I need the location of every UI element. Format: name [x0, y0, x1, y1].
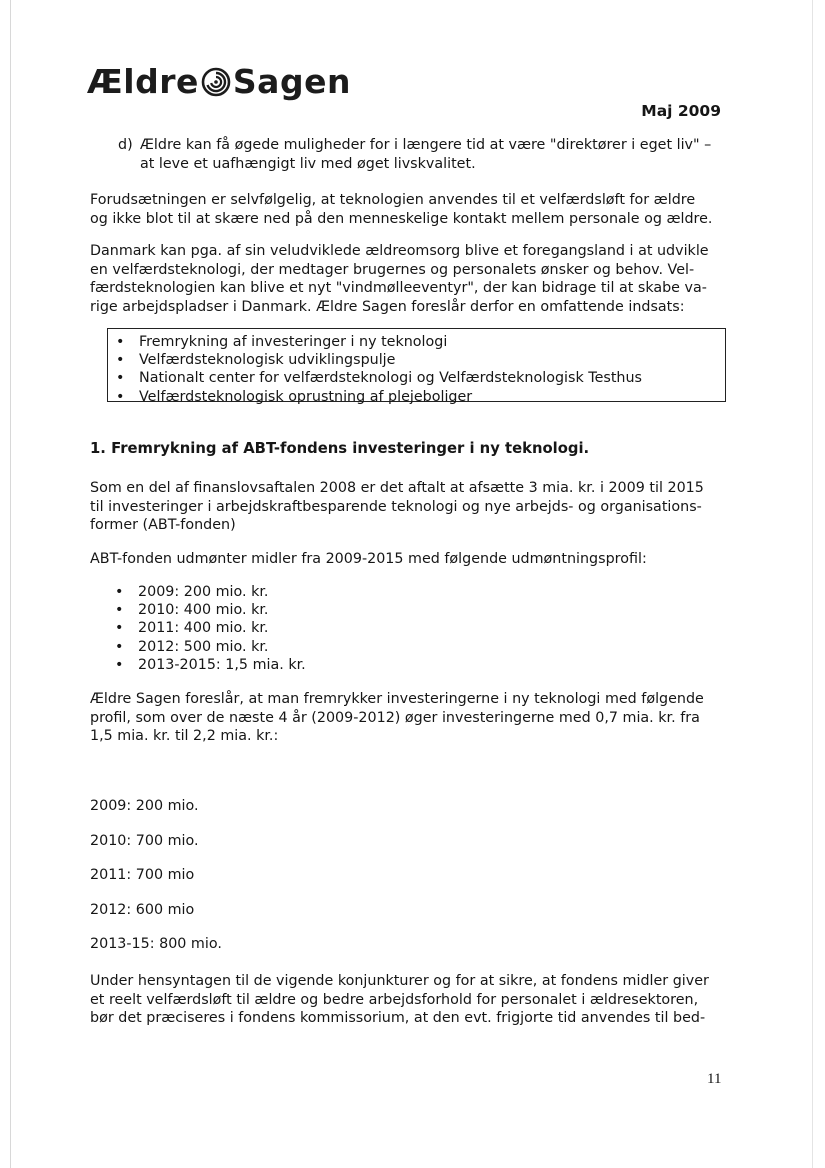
- list-item: • Fremrykning af investeringer i ny teknologi: [108, 333, 725, 351]
- proposed-profile-line: 2013-15: 800 mio.: [90, 936, 222, 952]
- text-line: færdsteknologien kan blive et nyt "vindmølleeventyr", der kan bidrage til at skabe va-: [90, 280, 707, 296]
- text-line: Forudsætningen er selvfølgelig, at teknologien anvendes til et velfærdsløft for ældre: [90, 192, 696, 208]
- list-item: • 2009: 200 mio. kr.: [107, 583, 306, 601]
- list-item: • 2010: 400 mio. kr.: [107, 601, 306, 619]
- swirl-icon: [201, 67, 231, 97]
- proposed-profile-line: 2010: 700 mio.: [90, 833, 199, 849]
- logo-text-right: Sagen: [232, 62, 351, 101]
- scan-edge-right: [812, 0, 813, 1168]
- document-date: Maj 2009: [641, 102, 721, 120]
- list-item: • 2013-2015: 1,5 mia. kr.: [107, 656, 306, 674]
- logo: [87, 62, 351, 102]
- proposals-box: [107, 328, 726, 405]
- text-line: rige arbejdspladser i Danmark. Ældre Sagen foreslår derfor en omfattende indsats:: [90, 298, 685, 315]
- text-line: til investeringer i arbejdskraftbesparende teknologi og nye arbejds- og organisations-: [90, 498, 702, 515]
- text-line: bør det præciseres i fondens kommissorium, at den evt. frigjorte tid anvendes til bed-: [90, 1010, 706, 1026]
- paragraph-denmark: [90, 242, 730, 316]
- paragraph-profile-intro: [90, 550, 730, 569]
- paragraph-premise: [90, 191, 730, 228]
- section-heading: 1. Fremrykning af ABT-fondens investeringer i ny teknologi.: [90, 440, 590, 457]
- text-line: Under hensyntagen til de vigende konjunkturer og for at sikre, at fondens midler giver: [90, 973, 709, 989]
- proposed-profile-line: 2011: 700 mio: [90, 867, 195, 883]
- text-line: Ældre Sagen foreslår, at man fremrykker investeringerne i ny teknologi med følgende: [90, 691, 704, 707]
- text-line: Som en del af finanslovsaftalen 2008 er det aftalt at afsætte 3 mia. kr. i 2009 til 2015: [90, 480, 704, 496]
- logo-text-left: Ældre: [87, 62, 199, 101]
- list-item-d: [118, 136, 711, 173]
- text-line: 1,5 mia. kr. til 2,2 mia. kr.:: [90, 728, 279, 744]
- text-line: profil, som over de næste 4 år (2009-2012) øger investeringerne med 0,7 mia. kr. fra: [90, 709, 700, 726]
- funding-profile-list: [107, 583, 306, 674]
- text-line: Danmark kan pga. af sin veludviklede ældreomsorg blive et foregangsland i at udvikle: [90, 243, 709, 259]
- paragraph-proposal: [90, 690, 730, 746]
- paragraph-conditions: [90, 972, 730, 1028]
- list-item: • 2012: 500 mio. kr.: [107, 638, 306, 656]
- item-d-line-2: at leve et uafhængigt liv med øget livskvalitet.: [140, 155, 476, 172]
- proposed-profile-line: 2012: 600 mio: [90, 902, 195, 918]
- text-line: ABT-fonden udmønter midler fra 2009-2015 med følgende udmøntningsprofil:: [90, 551, 647, 567]
- list-item: • 2011: 400 mio. kr.: [107, 619, 306, 637]
- text-line: og ikke blot til at skære ned på den menneskelige kontakt mellem personale og ældre.: [90, 210, 713, 227]
- text-line: en velfærdsteknologi, der medtager brugernes og personalets ønsker og behov. Vel-: [90, 261, 695, 278]
- proposed-profile-line: 2009: 200 mio.: [90, 798, 199, 814]
- scan-edge-left: [10, 0, 11, 1168]
- paragraph-finance-act: [90, 479, 730, 535]
- text-line: et reelt velfærdsløft til ældre og bedre arbejdsforhold for personalet i ældresektoren,: [90, 991, 699, 1008]
- list-item: • Nationalt center for velfærdsteknologi og Velfærdsteknologisk Testhus: [108, 369, 725, 387]
- page-number: 11: [707, 1071, 722, 1087]
- text-line: former (ABT-fonden): [90, 517, 236, 533]
- item-d-line-1: Ældre kan få øgede muligheder for i længere tid at være "direktører i eget liv" –: [140, 137, 712, 153]
- list-item-label: d): [118, 137, 133, 153]
- list-item: • Velfærdsteknologisk udviklingspulje: [108, 351, 725, 369]
- list-item: • Velfærdsteknologisk oprustning af plejeboliger: [108, 388, 725, 406]
